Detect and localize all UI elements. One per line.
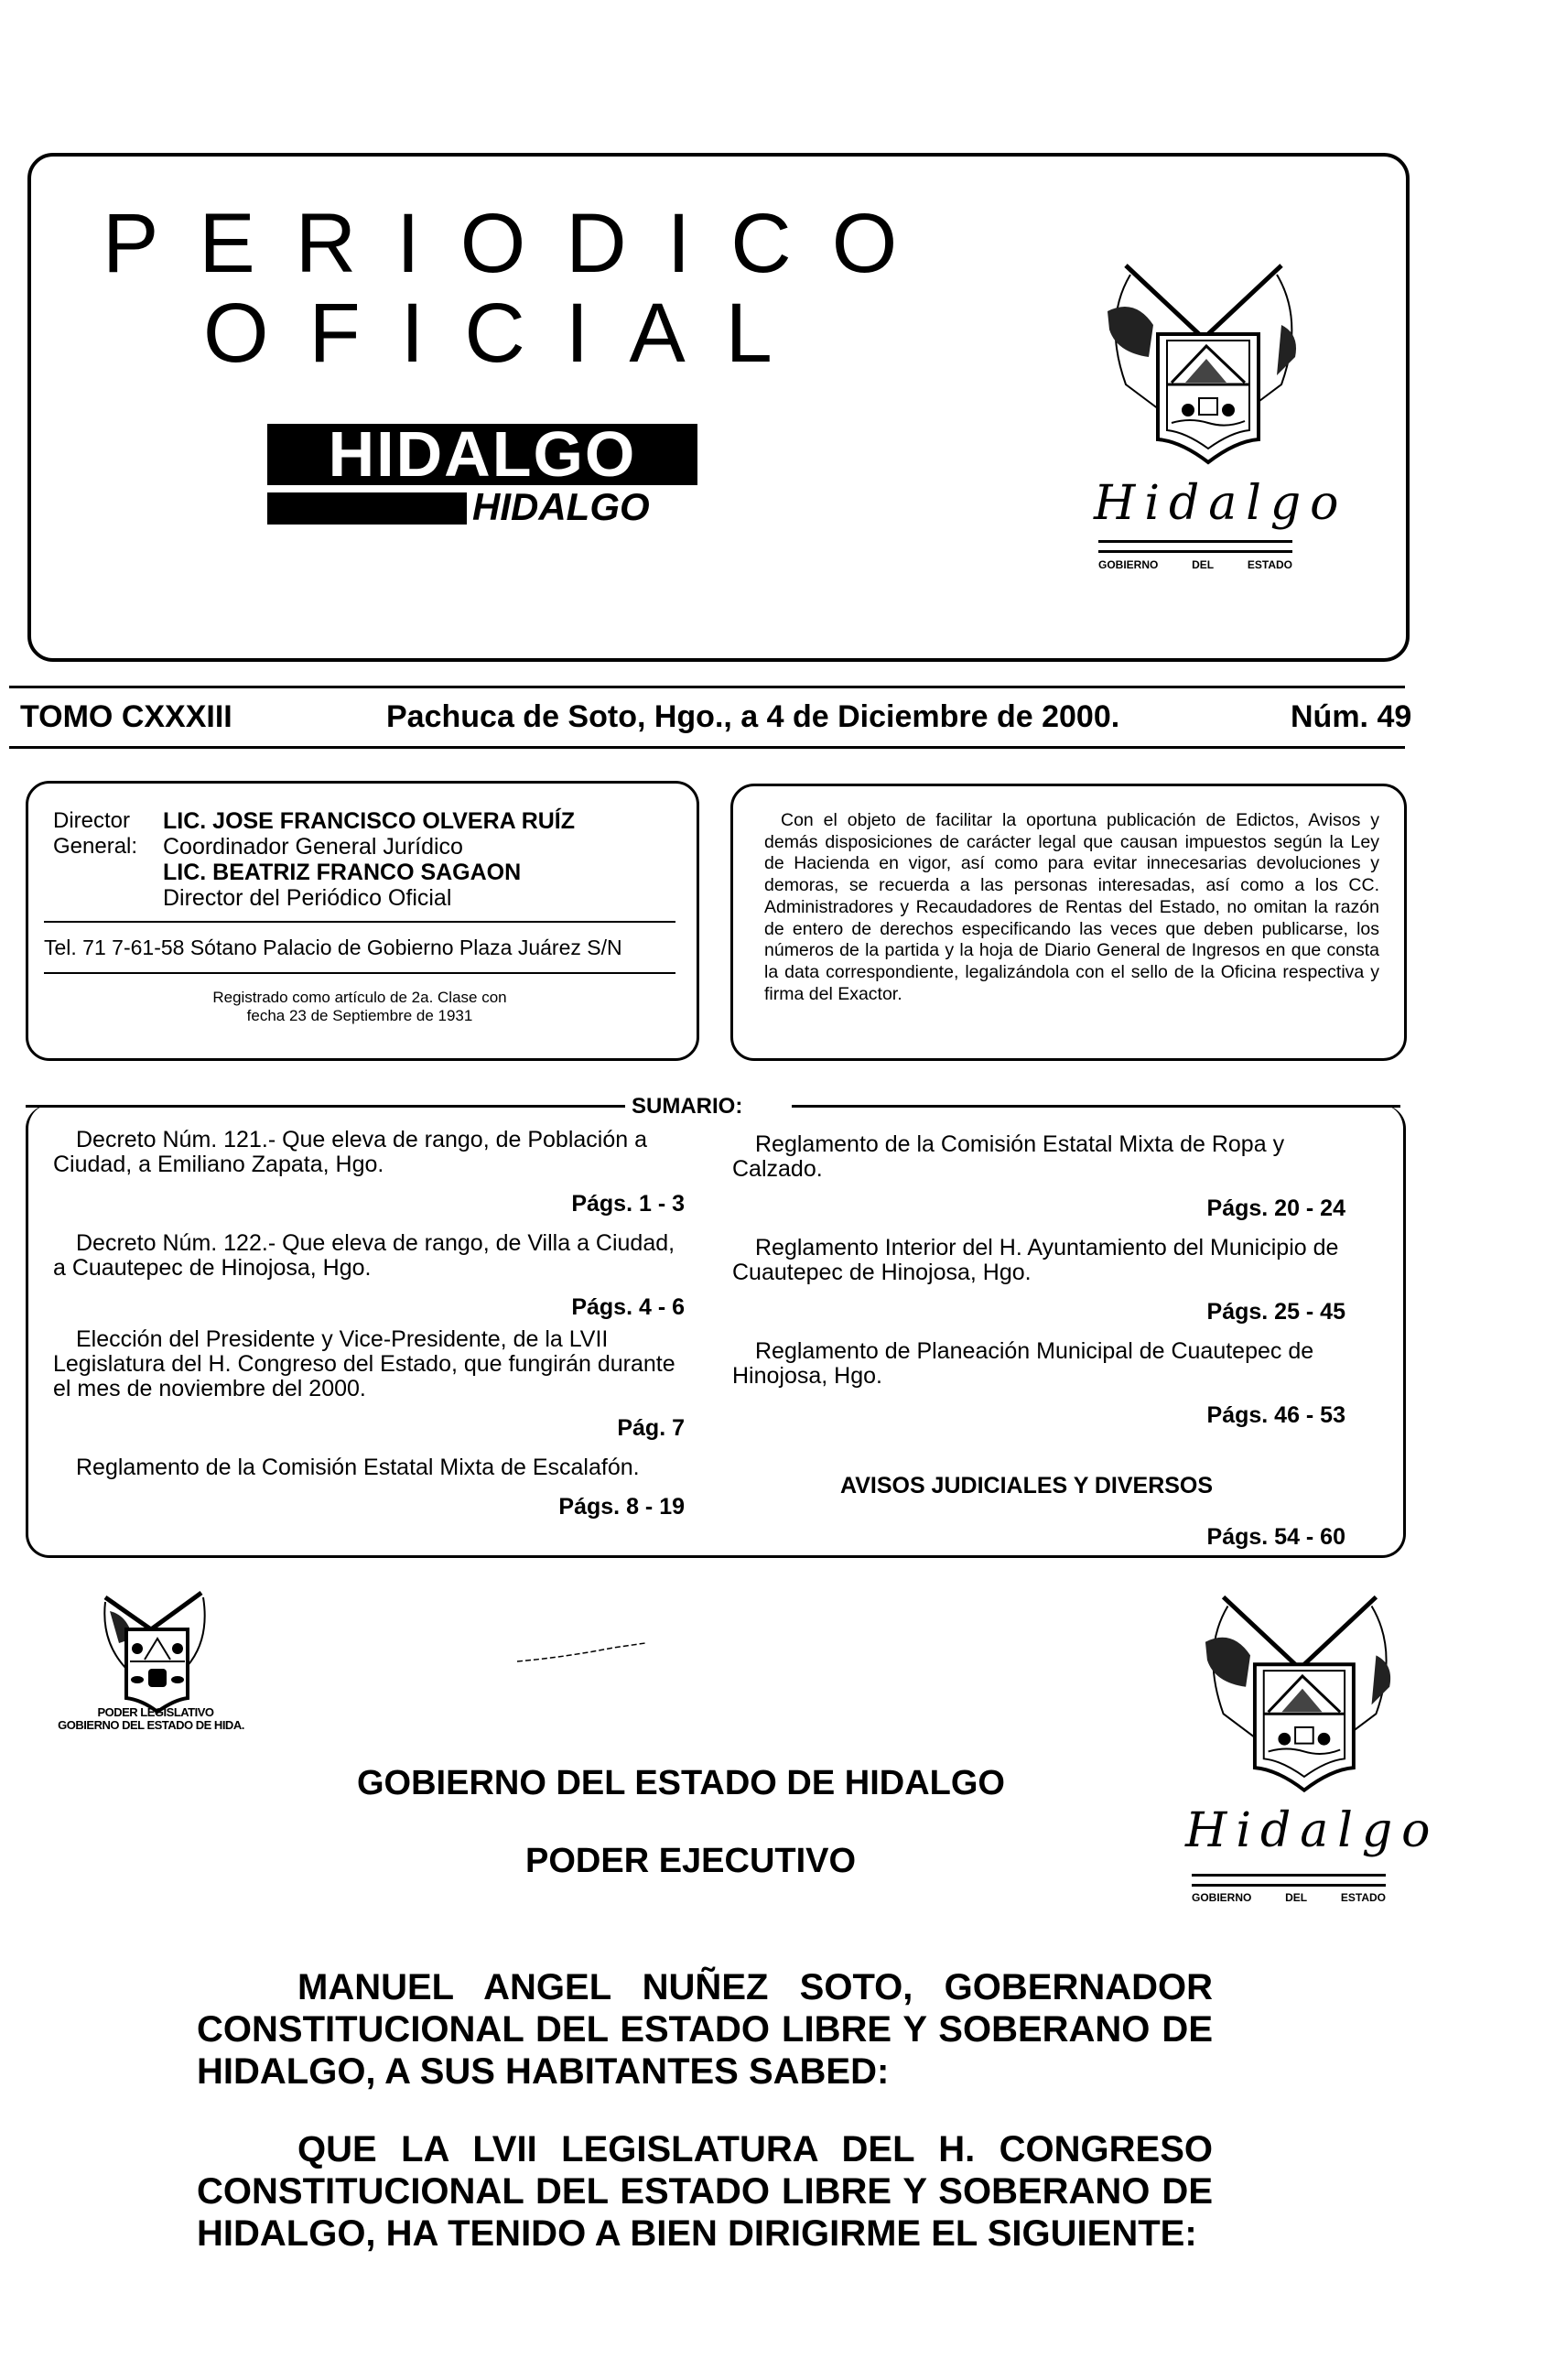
summary-entry[interactable] — [53, 1455, 685, 1520]
gobierno-del-estado-caption — [1098, 558, 1292, 571]
issue-number: Núm. 49 — [1291, 699, 1412, 734]
registration-line-2: fecha 23 de Septiembre de 1931 — [246, 1007, 473, 1024]
hidalgo-script-signature: Hidalgo — [1094, 476, 1348, 531]
governor-proclamation: MANUEL ANGEL NUÑEZ SOTO, GOBERNADOR CONSTITUCIONAL DEL ESTADO LIBRE Y SOBERANO DE HIDALGO, A SUS HABITANTES SABED: — [197, 1967, 1213, 2092]
gobierno-del-estado-caption — [1192, 1891, 1386, 1904]
legislature-proclamation: QUE LA LVII LEGISLATURA DEL H. CONGRESO CONSTITUCIONAL DEL ESTADO LIBRE Y SOBERANO DE HIDALGO, HA TENIDO A BIEN DIRIGIRME EL SIGUIENTE: — [197, 2129, 1213, 2254]
summary-rule-right — [792, 1105, 1400, 1108]
divider — [1098, 540, 1292, 543]
summary-entry-pages: Págs. 8 - 19 — [558, 1494, 685, 1520]
legislative-power-label: PODER LEGISLATIVO — [97, 1705, 214, 1719]
place-and-date: Pachuca de Soto, Hgo., a 4 de Diciembre de 2000. — [386, 699, 1120, 734]
issue-rule-top — [9, 686, 1405, 688]
state-coat-of-arms-icon — [1098, 247, 1309, 494]
summary-entry[interactable] — [53, 1231, 685, 1320]
summary-entry-title: Decreto Núm. 121.- Que eleva de rango, de Población a Ciudad, a Emiliano Zapata, Hgo. — [53, 1127, 647, 1177]
caption-word: GOBIERNO — [1098, 558, 1159, 571]
summary-entry-pages: Págs. 46 - 53 — [1206, 1402, 1345, 1428]
hidalgo-logo-text: HIDALGO — [328, 418, 637, 490]
hidalgo-logo-subtext: HIDALGO — [472, 485, 650, 528]
caption-word: GOBIERNO — [1192, 1891, 1252, 1904]
judicial-notices-heading[interactable]: AVISOS JUDICIALES Y DIVERSOS — [840, 1473, 1214, 1498]
summary-entry-pages: Págs. 4 - 6 — [571, 1294, 685, 1320]
government-heading: GOBIERNO DEL ESTADO DE HIDALGO — [357, 1764, 1005, 1802]
masthead-title-periodico: PERIODICO — [103, 197, 938, 290]
volume-number: TOMO CXXXIII — [20, 699, 232, 734]
summary-entry-title: Reglamento de Planeación Municipal de Cuautepec de Hinojosa, Hgo. — [732, 1338, 1314, 1389]
caption-word: ESTADO — [1247, 558, 1292, 571]
divider — [1098, 550, 1292, 553]
director-label: Director — [53, 808, 131, 833]
summary-entry-title: Reglamento Interior del H. Ayuntamiento del Municipio de Cuautepec de Hinojosa, Hgo. — [732, 1235, 1339, 1285]
divider — [1192, 1874, 1386, 1877]
issue-rule-bottom — [9, 746, 1405, 749]
summary-entry-pages: Pág. 7 — [617, 1415, 685, 1441]
summary-entry[interactable] — [53, 1128, 685, 1217]
summary-entry-title: Elección del Presidente y Vice-Presidente, de la LVII Legislatura del H. Congreso del Estado, que fungirán durante el mes de noviembre del 2000. — [53, 1326, 675, 1401]
general-label: General: — [53, 834, 138, 859]
pen-mark-icon — [513, 1639, 650, 1666]
publication-director-name: LIC. BEATRIZ FRANCO SAGAON — [163, 860, 522, 885]
executive-coat-of-arms-icon — [1194, 1579, 1405, 1822]
summary-entry[interactable] — [732, 1236, 1345, 1325]
director-name: LIC. JOSE FRANCISCO OLVERA RUÍZ — [163, 808, 576, 834]
summary-entry[interactable] — [732, 1339, 1345, 1428]
registration-line-1: Registrado como artículo de 2a. Clase con — [212, 989, 507, 1006]
summary-entry-title: Reglamento de la Comisión Estatal Mixta de Escalafón. — [76, 1455, 640, 1480]
divider — [1192, 1884, 1386, 1887]
summary-title: SUMARIO: — [632, 1094, 743, 1119]
summary-entry-pages: Págs. 1 - 3 — [571, 1191, 685, 1217]
judicial-notices-pages: Págs. 54 - 60 — [1206, 1524, 1345, 1550]
summary-entry[interactable] — [732, 1132, 1345, 1221]
caption-word: DEL — [1285, 1891, 1308, 1904]
summary-entry-title: Decreto Núm. 122.- Que eleva de rango, de Villa a Ciudad, a Cuautepec de Hinojosa, Hgo. — [53, 1230, 675, 1281]
publication-director-role: Director del Periódico Oficial — [163, 885, 452, 911]
summary-rule-left — [26, 1105, 625, 1108]
caption-word: ESTADO — [1340, 1891, 1386, 1904]
executive-power-heading: PODER EJECUTIVO — [525, 1842, 857, 1880]
director-role: Coordinador General Jurídico — [163, 834, 463, 860]
summary-entry-title: Reglamento de la Comisión Estatal Mixta de Ropa y Calzado. — [732, 1131, 1285, 1182]
caption-word: DEL — [1192, 558, 1215, 571]
hidalgo-logo-bar — [267, 492, 467, 525]
summary-left-column — [53, 1128, 685, 1520]
legislative-coat-of-arms-icon — [101, 1588, 211, 1716]
summary-entry-pages: Págs. 20 - 24 — [1206, 1195, 1345, 1221]
divider — [44, 921, 675, 923]
legislative-government-label: GOBIERNO DEL ESTADO DE HIDA. — [58, 1718, 244, 1732]
hidalgo-script-signature: Hidalgo — [1185, 1803, 1440, 1858]
summary-right-column — [732, 1132, 1345, 1428]
masthead-title-oficial: OFICIAL — [203, 287, 813, 380]
summary-entry[interactable] — [53, 1327, 685, 1441]
summary-entry-pages: Págs. 25 - 45 — [1206, 1299, 1345, 1325]
divider — [44, 972, 675, 974]
contact-address: Tel. 71 7-61-58 Sótano Palacio de Gobierno Plaza Juárez S/N — [44, 936, 622, 959]
publication-notice-text: Con el objeto de facilitar la oportuna publicación de Edictos, Avisos y demás disposiciones de carácter legal que causan impuestos según la Ley de Hacienda en vigor, así como para evitar innecesarias devoluciones y demoras, se recuerda a las personas interesadas, así como a los CC. Administradores y Recaudadores de Rentas del Estado, no omitan la razón de entero de derechos especificando las veces que deben publicarse, los números de la partida y la hoja de Diario General de Ingresos en que consta la data correspondiente, legalizándola con el sello de la Oficina respectiva y firma del Exactor. — [764, 810, 1379, 1004]
